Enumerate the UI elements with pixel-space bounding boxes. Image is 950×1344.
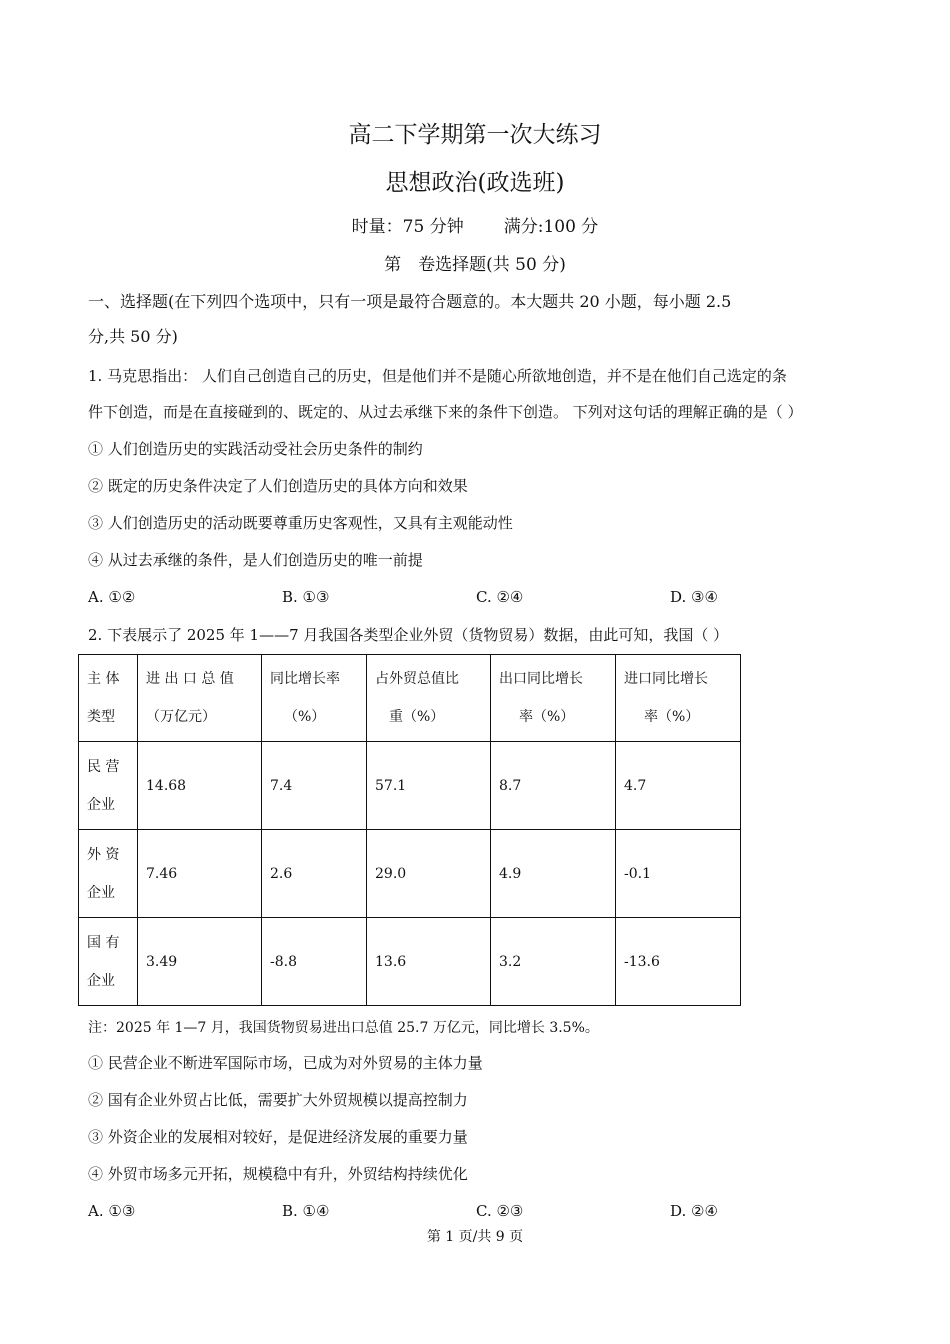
table-cell: -13.6	[616, 918, 741, 1006]
q2-option-a[interactable]: A. ①③	[88, 1202, 136, 1220]
q2-stem: 2. 下表展示了 2025 年 1——7 月我国各类型企业外贸（货物贸易）数据，由此可知，我国（ ）	[88, 626, 729, 644]
table-row	[79, 742, 741, 830]
row-type-cell	[79, 830, 138, 918]
exam-meta	[0, 212, 950, 237]
table-cell: 57.1	[367, 742, 491, 830]
q2-option-b[interactable]: B. ①④	[282, 1202, 330, 1220]
type-text: 国 有	[87, 934, 120, 951]
table-cell: 29.0	[367, 830, 491, 918]
header-text: 同比增长率	[270, 671, 340, 687]
section-label: 第 卷选择题(共 50 分)	[384, 255, 566, 275]
table-header-cell	[367, 655, 491, 742]
table-cell: 3.49	[138, 918, 262, 1006]
table-row	[79, 918, 741, 1006]
q1-stem-line-2: 件下创造，而是在直接碰到的、既定的、从过去承继下来的条件下创造。 下列对这句话的理解正确的是（ ）	[88, 403, 803, 421]
table-header-cell	[79, 655, 138, 742]
instructions-line-2: 分,共 50 分)	[88, 327, 178, 346]
table-cell: 13.6	[367, 918, 491, 1006]
type-text: 企业	[87, 796, 115, 813]
header-text: 进 出 口 总 值	[146, 671, 234, 687]
header-text: 出口同比增长	[499, 671, 583, 687]
q2-item: ② 国有企业外贸占比低，需要扩大外贸规模以提高控制力	[88, 1091, 468, 1109]
table-cell: 14.68	[138, 742, 262, 830]
q2-item: ③ 外资企业的发展相对较好，是促进经济发展的重要力量	[88, 1128, 468, 1146]
table-cell: 3.2	[491, 918, 616, 1006]
table-header-row	[79, 655, 741, 742]
table-cell: 4.9	[491, 830, 616, 918]
table-cell: 2.6	[262, 830, 367, 918]
q1-option-b[interactable]: B. ①③	[282, 588, 330, 606]
q1-stem-line-1: 1. 马克思指出： 人们自己创造自己的历史，但是他们并不是随心所欲地创造，并不是在他们自己选定的条	[88, 367, 787, 385]
page-number: 第 1 页/共 9 页	[426, 1229, 524, 1245]
table-cell: 7.4	[262, 742, 367, 830]
header-text: 进口同比增长	[624, 671, 708, 687]
q1-option-a[interactable]: A. ①②	[88, 588, 136, 606]
header-text: （万亿元）	[146, 709, 216, 725]
q2-option-d[interactable]: D. ②④	[670, 1202, 718, 1220]
header-text: 类型	[87, 709, 115, 725]
q1-option-c[interactable]: C. ②④	[476, 588, 524, 606]
exam-subtitle: 思想政治(政选班)	[385, 170, 565, 196]
header-text: 主 体	[87, 671, 120, 687]
instructions-line-1: 一、选择题(在下列四个选项中，只有一项是最符合题意的。本大题共 20 小题，每小题 2.5	[88, 292, 732, 311]
q1-item: ② 既定的历史条件决定了人们创造历史的具体方向和效果	[88, 477, 468, 495]
row-type-cell	[79, 742, 138, 830]
time-label: 时量：75 分钟	[351, 217, 464, 237]
header-text: 率（%）	[644, 709, 700, 725]
type-text: 外 资	[87, 846, 120, 863]
table-header-cell	[138, 655, 262, 742]
table-cell: -0.1	[616, 830, 741, 918]
trade-data-table	[78, 654, 741, 1006]
table-cell: 7.46	[138, 830, 262, 918]
type-text: 企业	[87, 972, 115, 989]
q2-item: ④ 外贸市场多元开拓，规模稳中有升，外贸结构持续优化	[88, 1165, 468, 1183]
score-label: 满分:100 分	[503, 217, 599, 237]
q1-item: ③ 人们创造历史的活动既要尊重历史客观性，又具有主观能动性	[88, 514, 513, 532]
q2-item: ① 民营企业不断进军国际市场，已成为对外贸易的主体力量	[88, 1054, 483, 1072]
table-cell: 8.7	[491, 742, 616, 830]
table-row	[79, 830, 741, 918]
table-header-cell	[616, 655, 741, 742]
table-cell: -8.8	[262, 918, 367, 1006]
q2-note: 注：2025 年 1—7 月，我国货物贸易进出口总值 25.7 万亿元，同比增长 3.5%。	[88, 1020, 599, 1036]
table-header-cell	[262, 655, 367, 742]
exam-title: 高二下学期第一次大练习	[348, 122, 602, 148]
q2-option-c[interactable]: C. ②③	[476, 1202, 524, 1220]
q1-item: ④ 从过去承继的条件，是人们创造历史的唯一前提	[88, 551, 423, 569]
q1-option-d[interactable]: D. ③④	[670, 588, 718, 606]
header-text: 率（%）	[519, 709, 575, 725]
header-text: 占外贸总值比	[375, 671, 459, 687]
row-type-cell	[79, 918, 138, 1006]
table-header-cell	[491, 655, 616, 742]
q1-item: ① 人们创造历史的实践活动受社会历史条件的制约	[88, 440, 423, 458]
header-text: （%）	[284, 709, 326, 725]
type-text: 民 营	[87, 758, 120, 775]
type-text: 企业	[87, 884, 115, 901]
table-cell: 4.7	[616, 742, 741, 830]
header-text: 重（%）	[389, 709, 445, 725]
